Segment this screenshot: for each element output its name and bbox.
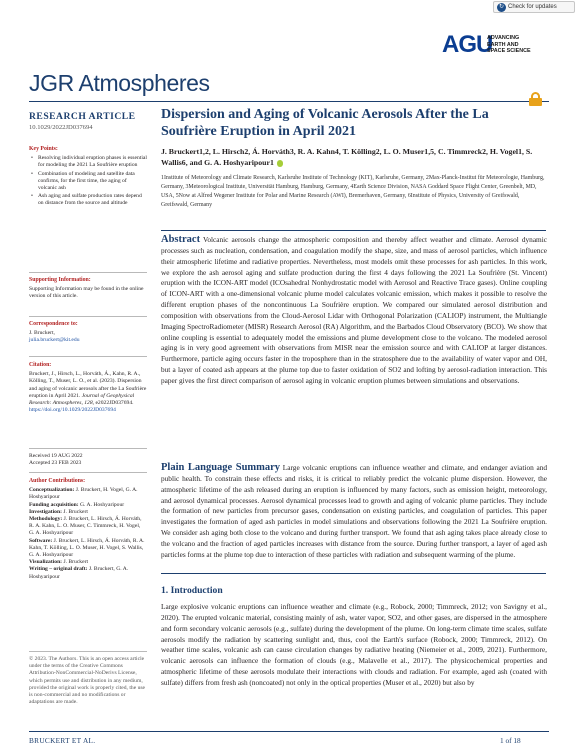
article-title: Dispersion and Aging of Volcanic Aerosols After the La Soufrière Eruption in April 2021 (161, 107, 489, 139)
agu-logo-mark: AGU (442, 31, 493, 58)
header-divider (29, 101, 549, 102)
check-for-updates-button[interactable] (493, 1, 575, 13)
accepted-date: Accepted 23 FEB 2023 (29, 460, 82, 467)
affiliations: 1Institute of Meteorology and Climate Research, Karlsruhe Institute of Technology (KIT), Karlsruhe, Germany, 2Max-Planck-Institut für Meteorologie, Hamburg, Germany, 3Meteorological Institute, Universität Hamburg, Hamburg, Germany, 4Earth Science Division, NASA Goddard Space Flight Center, Greenbelt, MD, USA, 5Now at Alfred Wegener Institute for Polar and Marine Research (AWI), Bremerhaven, Germany, 6Institute of Physics, University of Greifswald, Greifswald, Germany (161, 175, 545, 209)
refresh-icon: ↻ (498, 4, 505, 10)
contribution-item: Visualization: J. Bruckert (29, 559, 88, 566)
sidebar-divider (29, 472, 147, 473)
correspondence (29, 321, 147, 345)
contribution-item: Writing – original draft: J. Bruckert, G. A. Hoshyaripour (29, 566, 129, 580)
contribution-item: Methodology: J. Bruckert, L. Hirsch, Á. Horváth, R. A. Kahn, L. O. Muser, C. Timmreck, H. Vogel, G. A. Hoshyaripour (29, 516, 142, 537)
supporting-heading: Supporting Information: (29, 277, 91, 283)
correspondence-heading: Correspondence to: (29, 321, 78, 327)
key-point-item: • Resolving individual eruption phases is essential for modeling the 2021 La Soufrière eruption (29, 155, 147, 169)
author-list: J. Bruckert1,2, L. Hirsch2, Á. Horváth3, R. A. Kahn4, T. Kölling2, L. O. Muser1,5, C. Timmreck2, H. Vogel1, S. Wallis6, and G. A. Hoshyaripour1 (161, 147, 533, 168)
check-for-updates-label: Check for updates (508, 4, 557, 10)
contribution-item: Funding acquisition: G. A. Hoshyaripour (29, 501, 125, 508)
key-points (29, 146, 147, 209)
author-contributions (29, 478, 147, 581)
page-number: 1 of 18 (500, 736, 521, 745)
plain-language-summary (161, 463, 547, 561)
sidebar-divider (29, 272, 147, 273)
abstract (161, 235, 547, 387)
abstract-heading: Abstract (161, 234, 201, 245)
open-access-lock-icon (527, 92, 545, 106)
key-point-item: • Ash aging and sulfate production rates depend on distance from the source and altitude (29, 193, 147, 207)
agu-tagline: ADVANCING EARTH AND SPACE SCIENCE (487, 35, 531, 54)
contribution-item: Investigation: J. Bruckert (29, 508, 88, 515)
section-divider (161, 230, 546, 231)
contributions-heading: Author Contributions: (29, 478, 86, 484)
article-dates (29, 453, 147, 467)
journal-title: JGR Atmospheres (29, 70, 210, 96)
abstract-text: Volcanic aerosols change the atmospheric composition and thereby affect weather and climate. Aerosol dynamic processes such as nucleation, condensation, and coagulation modify the shape, size, and mass of aerosol particles, which influence their atmospheric lifetime and radiative properties. Nevertheless, most models omit these processes for ash particles. In this work, we explore the ash aerosol aging and sulfate production during the first 4 days following the 2021 La Soufrière (St. Vincent) eruption with the ICON-ART model (ICOsahedral Nonhydrostatic model with Aerosol and Reactive Trace gases). Online coupling of ICON-ART with a one-dimensional volcanic plume model calculates volcanic emission, which makes it possible to resolve the different eruption phases of the noncontinuous La Soufrière eruption. We compared our simulated aerosol distribution and composition with observations from the Cloud-Aerosol Lidar with Orthogonal Polarization (CALIOP) instrument, the Multiangle Imaging SpectroRadiometer (MISR) Research Aerosol (RA) Algorithm, and the Barbados Cloud Observatory (BCO). We show that online coupling is essential to adequately model the emissions and plume development close to the volcano. The modeled aerosol aging is in very good agreement with observations from MISR near the emission source and with CALIOP at larger distances. Furthermore, particle aging occurs faster in the troposphere than in the stratosphere due to the availability of water vapor and OH, but a layer of coated ash appears at the plume top due to faster oxidation of SO2 and lofting by aerosol-radiation interaction. This paper gives the first direct comparison of aerosol aging in volcanic eruption plumes between simulations and observations. (161, 235, 547, 385)
citation-text: Bruckert, J., Hirsch, L., Horváth, Á., Kahn, R. A., Kölling, T., Muser, L. O., et al. (2023). Dispersion and aging of volcanic aerosols after the La Soufrière eruption in April 2021. Journal of Geophysical Research: Atmospheres, 128, e2022JD037694. https://doi.org/10.1029/2022JD037694 (29, 371, 147, 414)
sidebar-divider (29, 448, 147, 449)
key-points-heading: Key Points: (29, 146, 58, 152)
key-point-item: • Combination of modeling and satellite data confirms, for the first time, the aging of volcanic ash (29, 171, 147, 193)
section-divider (161, 573, 546, 574)
supporting-information (29, 277, 147, 301)
supporting-text: Supporting Information may be found in the online version of this article. (29, 286, 144, 300)
introduction-heading: 1. Introduction (161, 585, 223, 596)
orcid-icon[interactable] (277, 160, 284, 167)
citation-heading: Citation: (29, 362, 52, 368)
footer-divider (29, 731, 549, 732)
correspondence-email-link[interactable]: julia.bruckert@kit.edu (29, 337, 80, 344)
correspondence-name: J. Bruckert, (29, 330, 55, 337)
citation (29, 362, 147, 414)
agu-logo (442, 32, 562, 62)
contribution-item: Software: J. Bruckert, L. Hirsch, Á. Horváth, R. A. Kahn, T. Kölling, L. O. Muser, H. Vogel, S. Wallis, G. A. Hoshyaripour (29, 537, 145, 559)
introduction-text: Large explosive volcanic eruptions can influence weather and climate (e.g., Robock, 2000; Timmreck, 2012; von Savigny et al., 2020). The erupted volcanic material, consisting mainly of ash, water vapor, SO2, and other gases, are dispersed in the atmosphere and form secondary volcanic aerosols (e.g., sulfate) during the development of the plume. On long-term climate time scales, sulfate aerosols modify the radiation by scattering sunlight and, thus, cool the Earth's surface (Robock, 2000; Timmreck, 2012). On weather time scales, volcanic ash can cause circulation changes by radiative heating (Niemeier et al., 2009, 2021). Furthermore, volcanic aerosols can influence the formation of clouds (e.g., Malavelle et al., 2017). The physicochemical properties and atmospheric lifetime of these aerosols modulate their interactions with clouds and radiation. For example, aged ash (coated with sulfate) differs from fresh ash (noncoated) not only in the optical properties (Muser et al., 2020) but also by (161, 602, 547, 687)
sidebar-divider (29, 651, 147, 652)
sidebar-divider (29, 356, 147, 357)
article-doi: 10.1029/2022JD037694 (29, 124, 93, 131)
footer-authors: BRUCKERT ET AL. (29, 736, 96, 745)
sidebar-divider (29, 316, 147, 317)
citation-doi-link[interactable]: https://doi.org/10.1029/2022JD037694 (29, 407, 116, 414)
received-date: Received 19 AUG 2022 (29, 453, 83, 459)
contribution-item: Conceptualization: J. Bruckert, H. Vogel, G. A. Hoshyaripour (29, 487, 138, 501)
plain-summary-heading: Plain Language Summary (161, 462, 281, 473)
article-type: RESEARCH ARTICLE (29, 111, 136, 122)
plain-summary-text: Large volcanic eruptions can influence weather and climate, and endanger aviation and public health. To constrain these effects and risks, it is critical to reliably predict the volcanic plume dispersion. However, the atmospheric lifetime of the ash released during an eruption is influenced by many factors, such as emission height, meteorology, and aerosol dynamical processes. Aerosol dynamical processes lead to growth and aging of volcanic plume particles. They include the formation of new particles from precursor gases, condensation on existing particles, and coagulation of particles. This paper investigates the formation of aged ash particles in model simulations and observations following the 2021 La Soufrière eruption. We consider ash aging both close to the volcano and during further transport. We found that ash aging takes place already close to the volcano and the fraction of aged particles increases with distance from the source. During further transport, a layer of aged ash particles forms at the plume top due to interaction of these particles with radiation and subsequent warming of the plume. (161, 463, 548, 559)
license-text: © 2023. The Authors. This is an open access article under the terms of the Creative Commons Attribution-NonCommercial-NoDerivs License, which permits use and distribution in any medium, provided the original work is properly cited, the use is non-commercial and no modifications or adaptations are made. (29, 656, 146, 706)
